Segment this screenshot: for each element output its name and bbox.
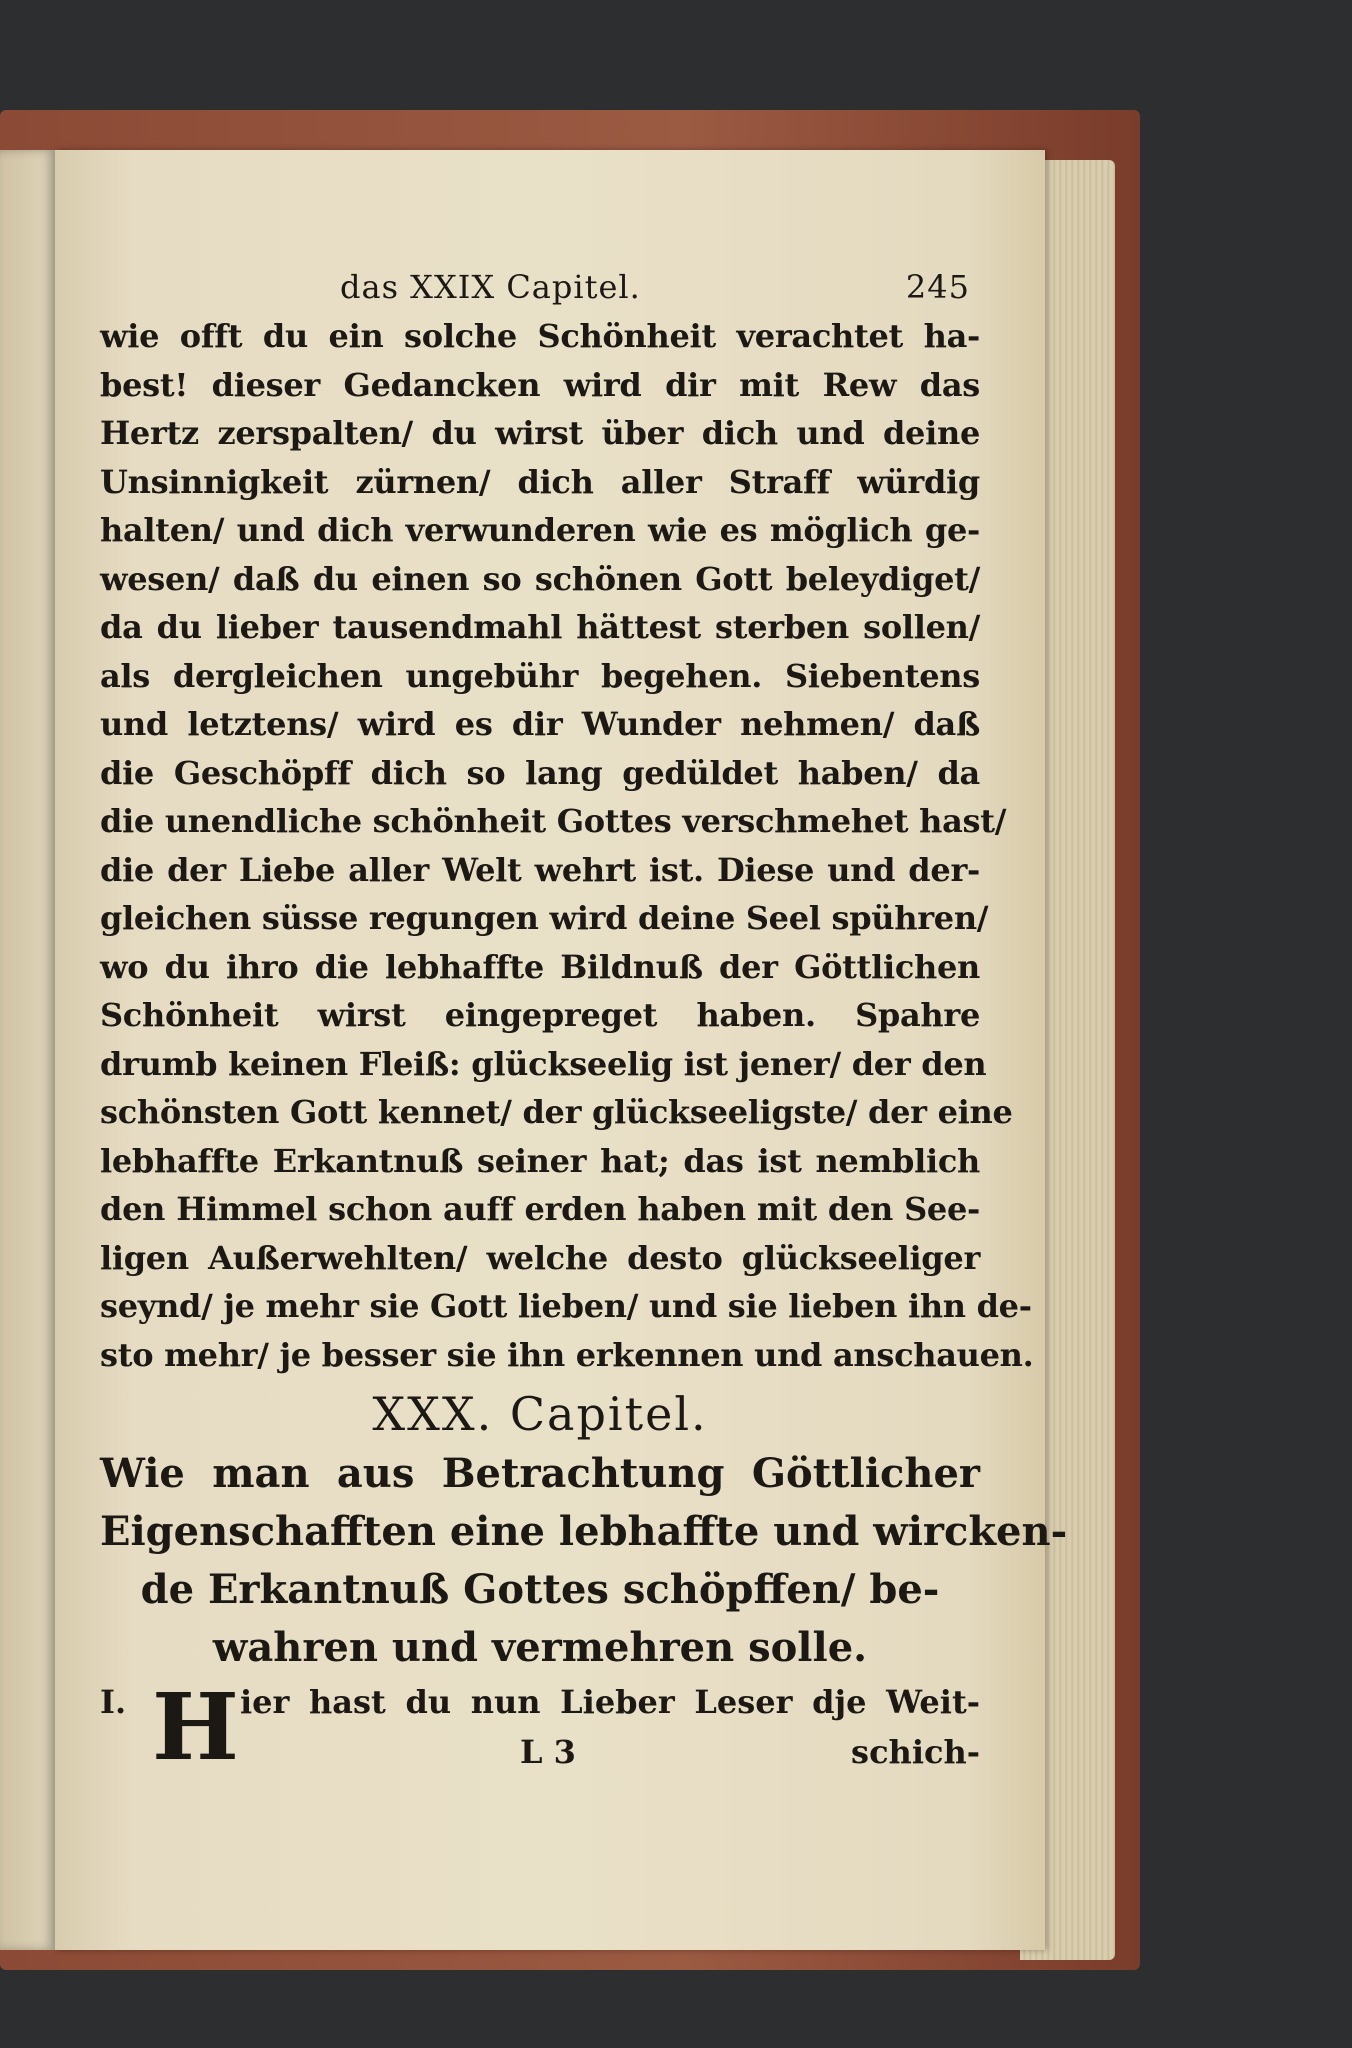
text-line: schönsten Gott kennet/ der glückseeligste/ der eine [100, 1093, 1013, 1131]
text-line: wesen/ daß du einen so schönen Gott beleydiget/ [100, 559, 980, 598]
page-number: 245 [905, 268, 970, 306]
page-footer [100, 1727, 980, 1777]
paragraph-number: I. [100, 1683, 127, 1721]
text-line: die Geschöpff dich so lang gedüldet haben/ da [100, 753, 980, 792]
text-line: da du lieber tausendmahl hättest sterben sollen/ [100, 608, 980, 646]
running-head [100, 262, 980, 312]
book-page [55, 150, 1068, 1950]
text-line: halten/ und dich verwunderen wie es möglich ge- [100, 511, 980, 549]
text-line: die der Liebe aller Welt wehrt ist. Diese und der- [100, 850, 980, 889]
chapter-subtitle [100, 1445, 1068, 1677]
text-line: als dergleichen ungebühr begehen. Siebentens [100, 656, 980, 695]
drop-cap: H [152, 1673, 239, 1781]
text-line: best! dieser Gedancken wird dir mit Rew das [100, 365, 980, 404]
running-head-title: das XXIX Capitel. [340, 268, 641, 306]
text-line: Schönheit wirst eingepreget haben. Spahre [100, 996, 980, 1034]
text-line: die unendliche schönheit Gottes verschmehet hast/ [100, 802, 1007, 840]
text-line: und letztens/ wird es dir Wunder nehmen/ daß [100, 705, 980, 743]
text-block [100, 262, 1068, 1781]
subtitle-line: Eigenschafften eine lebhaffte und wircken- [100, 1508, 1068, 1555]
text-line: gleichen süsse regungen wird deine Seel spühren/ [100, 899, 989, 937]
text-line: ligen Außerwehlten/ welche desto glückseeliger [100, 1238, 980, 1277]
body-text [100, 312, 1034, 1379]
catchword: schich- [851, 1733, 980, 1771]
text-line: seynd/ je mehr sie Gott lieben/ und sie lieben ihn de- [100, 1287, 1032, 1325]
text-line: Unsinnigkeit zürnen/ dich aller Straff würdig [100, 462, 980, 501]
subtitle-line: de Erkantnuß Gottes schöpffen/ be- [140, 1566, 940, 1613]
subtitle-line: wahren und vermehren solle. [212, 1624, 868, 1671]
text-line: drumb keinen Fleiß: glückseelig ist jener/ der den [100, 1044, 987, 1083]
subtitle-line: Wie man aus Betrachtung Göttlicher [100, 1450, 980, 1497]
left-page-edge [0, 150, 55, 1950]
text-line: den Himmel schon auff erden haben mit den See- [100, 1190, 980, 1228]
paragraph-text: ier hast du nun Lieber Leser dje Weit- [240, 1683, 980, 1721]
chapter-heading: XXX. Capitel. [372, 1387, 708, 1441]
text-line: wie offt du ein solche Schönheit verachtet ha- [100, 317, 980, 355]
text-line: sto mehr/ je besser sie ihn erkennen und anschauen. [100, 1335, 1034, 1374]
text-line: lebhaffte Erkantnuß seiner hat; das ist nemblich [100, 1141, 980, 1180]
text-line: Hertz zerspalten/ du wirst über dich und deine [100, 414, 980, 452]
text-line: wo du ihro die lebhaffte Bildnuß der Göttlichen [100, 947, 980, 986]
signature-mark: L 3 [520, 1733, 576, 1771]
